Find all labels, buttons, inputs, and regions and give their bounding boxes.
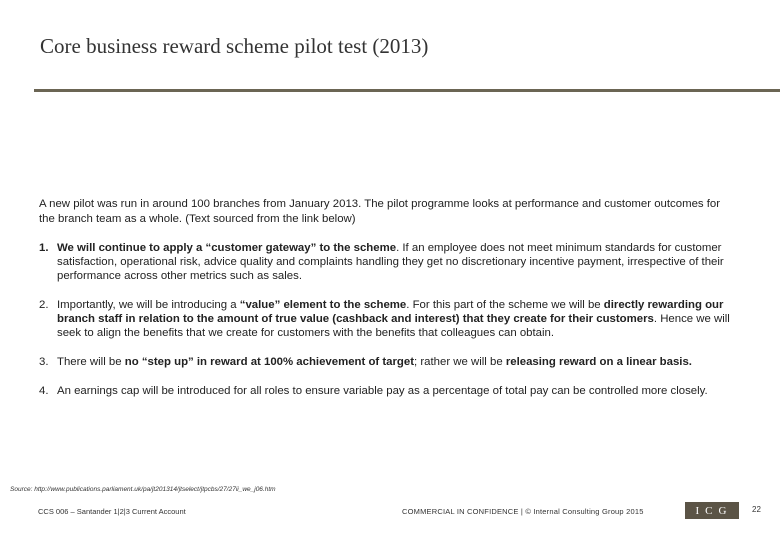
point-1 — [39, 241, 739, 283]
point-3-text-a: There will be — [57, 356, 125, 368]
point-number: 1. — [39, 242, 49, 254]
point-2-emphasis-b: directly rewarding our branch staff in relation to the amount of true value (cashback and interest) that they create for their customers — [57, 299, 724, 325]
slide-title: Core business reward scheme pilot test (2013) — [40, 34, 429, 58]
point-1-emphasis: We will continue to apply a “customer gateway” to the scheme — [57, 242, 397, 254]
point-2 — [39, 298, 739, 340]
point-number: 3. — [39, 356, 49, 368]
point-1-text: . If an employee does not meet minimum standards for customer satisfaction, operational risk, advice quality and complaints handling they get no discretionary incentive payment, irrespective of their performance across other metrics such as sales. — [57, 242, 724, 282]
point-2-text-b: . For this part of the scheme we will be — [406, 299, 604, 311]
footer-confidentiality: COMMERCIAL IN CONFIDENCE | © Internal Consulting Group 2015 — [402, 507, 644, 516]
point-3-emphasis-a: no “step up” in reward at 100% achievement of target — [124, 356, 415, 368]
point-2-emphasis-a: “value” element to the scheme — [239, 299, 407, 311]
point-3-text-b: ; rather we will be — [414, 356, 506, 368]
icg-logo: ICG — [685, 502, 739, 519]
numbered-points-list — [39, 241, 739, 413]
page-number: 22 — [752, 505, 761, 514]
point-3-emphasis-b: releasing reward on a linear basis. — [505, 356, 692, 368]
title-divider — [34, 89, 780, 92]
footer-document-ref: CCS 006 – Santander 1|2|3 Current Account — [38, 507, 186, 516]
point-number: 2. — [39, 299, 49, 311]
intro-paragraph: A new pilot was run in around 100 branches from January 2013. The pilot programme looks at performance and customer outcomes for the branch team as a whole. (Text sourced from the link below) — [39, 198, 721, 225]
point-4-text: An earnings cap will be introduced for all roles to ensure variable pay as a percentage of total pay can be controlled more closely. — [57, 385, 708, 397]
source-link[interactable]: Source: http://www.publications.parliament.uk/pa/jt201314/jtselect/jtpcbs/27/27ii_we_j06.htm — [10, 486, 276, 493]
point-4 — [39, 384, 739, 398]
point-2-text-a: Importantly, we will be introducing a — [57, 299, 240, 311]
point-number: 4. — [39, 385, 49, 397]
point-2-text-c: . Hence we will seek to align the benefits that we create for customers with the benefits that colleagues can obtain. — [57, 313, 730, 339]
point-3 — [39, 355, 739, 369]
